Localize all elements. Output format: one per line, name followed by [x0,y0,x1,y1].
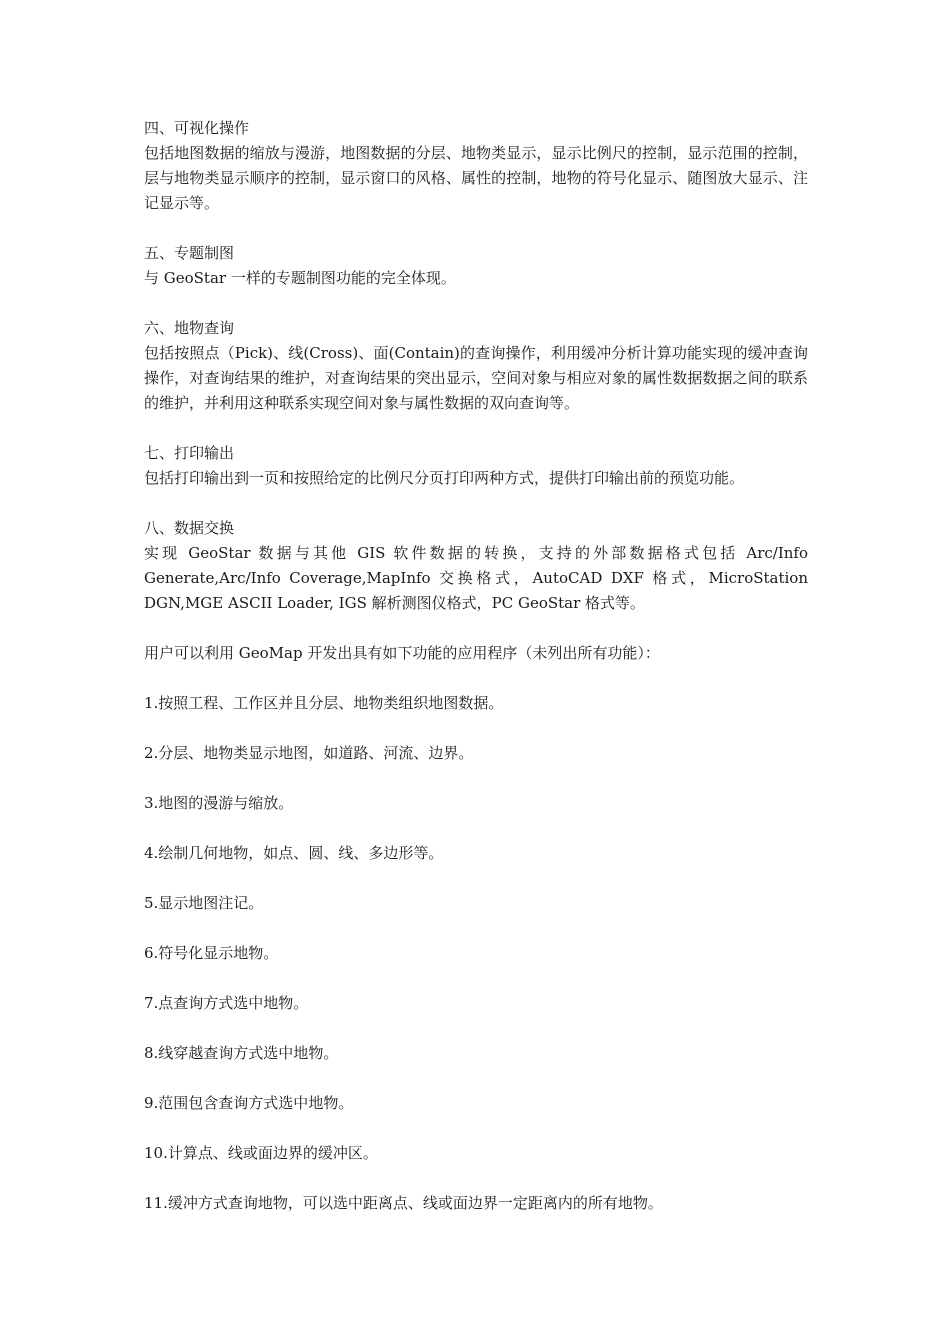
section-heading: 四、可视化操作 [144,119,250,137]
section-print-output [144,441,808,491]
feature-item: 6.符号化显示地物。 [144,944,279,962]
section-heading: 七、打印输出 [144,444,235,462]
section-heading: 八、数据交换 [144,519,235,537]
feature-item: 9.范围包含查询方式选中地物。 [144,1094,354,1112]
feature-item: 1.按照工程、工作区并且分层、地物类组织地图数据。 [144,694,504,712]
section-data-exchange [144,516,808,616]
feature-item: 8.线穿越查询方式选中地物。 [144,1044,339,1062]
document-page [144,116,808,1241]
section-body: 实现 GeoStar 数据与其他 GIS 软件数据的转换，支持的外部数据格式包括 Arc/Info Generate,Arc/Info Coverage,MapInfo 交换格式，AutoCAD DXF 格式，MicroStation DGN,MGE ASCII Loader, IGS 解析测图仪格式，PC GeoStar 格式等。 [144,544,808,612]
feature-item: 3.地图的漫游与缩放。 [144,794,294,812]
features-intro: 用户可以利用 GeoMap 开发出具有如下功能的应用程序（未列出所有功能）： [144,644,660,662]
feature-item: 11.缓冲方式查询地物，可以选中距离点、线或面边界一定距离内的所有地物。 [144,1194,663,1212]
section-thematic-mapping [144,241,808,291]
section-body: 包括按照点（Pick)、线(Cross)、面(Contain)的查询操作，利用缓冲分析计算功能实现的缓冲查询操作，对查询结果的维护，对查询结果的突出显示，空间对象与相应对象的属性数据数据之间的联系的维护，并利用这种联系实现空间对象与属性数据的双向查询等。 [144,344,808,412]
section-heading: 五、专题制图 [144,244,235,262]
feature-item: 7.点查询方式选中地物。 [144,994,309,1012]
section-body: 包括地图数据的缩放与漫游，地图数据的分层、地物类显示，显示比例尺的控制，显示范围的控制，层与地物类显示顺序的控制，显示窗口的风格、属性的控制，地物的符号化显示、随图放大显示、注记显示等。 [144,144,808,212]
section-visualization [144,116,808,216]
section-heading: 六、地物查询 [144,319,235,337]
section-feature-query [144,316,808,416]
feature-item: 5.显示地图注记。 [144,894,264,912]
section-body: 包括打印输出到一页和按照给定的比例尺分页打印两种方式，提供打印输出前的预览功能。 [144,469,745,487]
feature-item: 10.计算点、线或面边界的缓冲区。 [144,1144,378,1162]
feature-item: 2.分层、地物类显示地图，如道路、河流、边界。 [144,744,474,762]
feature-item: 4.绘制几何地物，如点、圆、线、多边形等。 [144,844,444,862]
section-body: 与 GeoStar 一样的专题制图功能的完全体现。 [144,269,456,287]
